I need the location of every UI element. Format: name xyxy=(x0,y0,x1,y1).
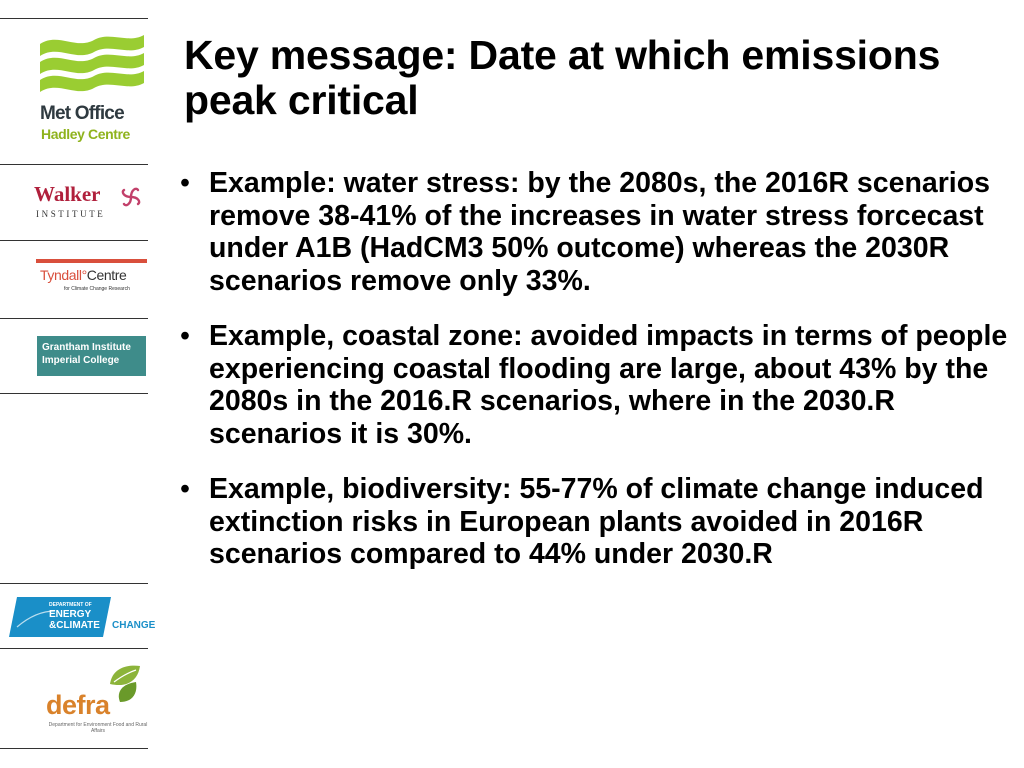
divider xyxy=(0,318,148,319)
divider xyxy=(0,164,148,165)
bullet-item xyxy=(178,167,1018,297)
bullet-dot-icon: • xyxy=(180,473,190,505)
divider xyxy=(0,18,148,19)
defra-leaf-icon xyxy=(106,662,146,706)
defra-subtitle: Department for Environment Food and Rural Affairs xyxy=(48,722,148,734)
bullet-text: Example: water stress: by the 2080s, the 2016R scenarios remove 38-41% of the increases in water stress forcecast under A1B (HadCM3 50% outcome) whereas the 2030R scenarios remove only 33%. xyxy=(209,167,990,297)
divider xyxy=(0,583,148,584)
defra-logo xyxy=(46,662,148,742)
walker-name: Walker xyxy=(34,182,101,206)
walker-flower-icon xyxy=(118,184,144,210)
grantham-line2: Imperial College xyxy=(42,355,120,366)
tyndall-centre-logo xyxy=(36,259,148,299)
met-office-name: Met Office xyxy=(40,103,124,124)
defra-name: defra xyxy=(46,690,110,720)
divider xyxy=(0,240,148,241)
bullet-text: Example, coastal zone: avoided impacts in terms of people experiencing coastal flooding are large, about 43% by the 2080s in the 2016.R scenarios, where in the 2030.R scenarios it is 30%. xyxy=(209,320,1008,450)
divider xyxy=(0,748,148,749)
bullet-dot-icon: • xyxy=(180,320,190,352)
bullet-list xyxy=(178,167,1018,594)
tyndall-name-part1: Tyndall xyxy=(40,267,82,283)
met-office-waves-icon xyxy=(36,30,148,100)
tyndall-bar xyxy=(36,259,147,263)
decc-change: CHANGE xyxy=(112,620,156,631)
bullet-item xyxy=(178,473,1018,571)
bullet-dot-icon: • xyxy=(180,167,190,199)
met-office-logo xyxy=(36,30,148,148)
divider xyxy=(0,393,148,394)
walker-institute-logo xyxy=(34,182,146,224)
divider xyxy=(0,648,148,649)
grantham-institute-logo xyxy=(37,336,146,376)
tyndall-name-part2: Centre xyxy=(86,267,127,283)
walker-subtitle: INSTITUTE xyxy=(36,209,106,219)
decc-climate: &CLIMATE xyxy=(49,620,100,631)
tyndall-degree: ° xyxy=(81,267,87,283)
bullet-item xyxy=(178,320,1018,450)
tyndall-name xyxy=(40,267,126,283)
slide-title: Key message: Date at which emissions peak critical xyxy=(184,32,941,123)
met-office-subtitle: Hadley Centre xyxy=(41,126,130,142)
logo-column xyxy=(0,0,156,768)
grantham-line1: Grantham Institute xyxy=(42,342,131,353)
decc-energy: ENERGY xyxy=(49,609,92,620)
bullet-text: Example, biodiversity: 55-77% of climate change induced extinction risks in European plants avoided in 2016R scenarios compared to 44% under 2030.R xyxy=(209,473,984,570)
decc-department-of: DEPARTMENT OF xyxy=(49,602,92,608)
tyndall-subtitle: for Climate Change Research xyxy=(64,286,130,292)
decc-logo xyxy=(9,597,156,637)
